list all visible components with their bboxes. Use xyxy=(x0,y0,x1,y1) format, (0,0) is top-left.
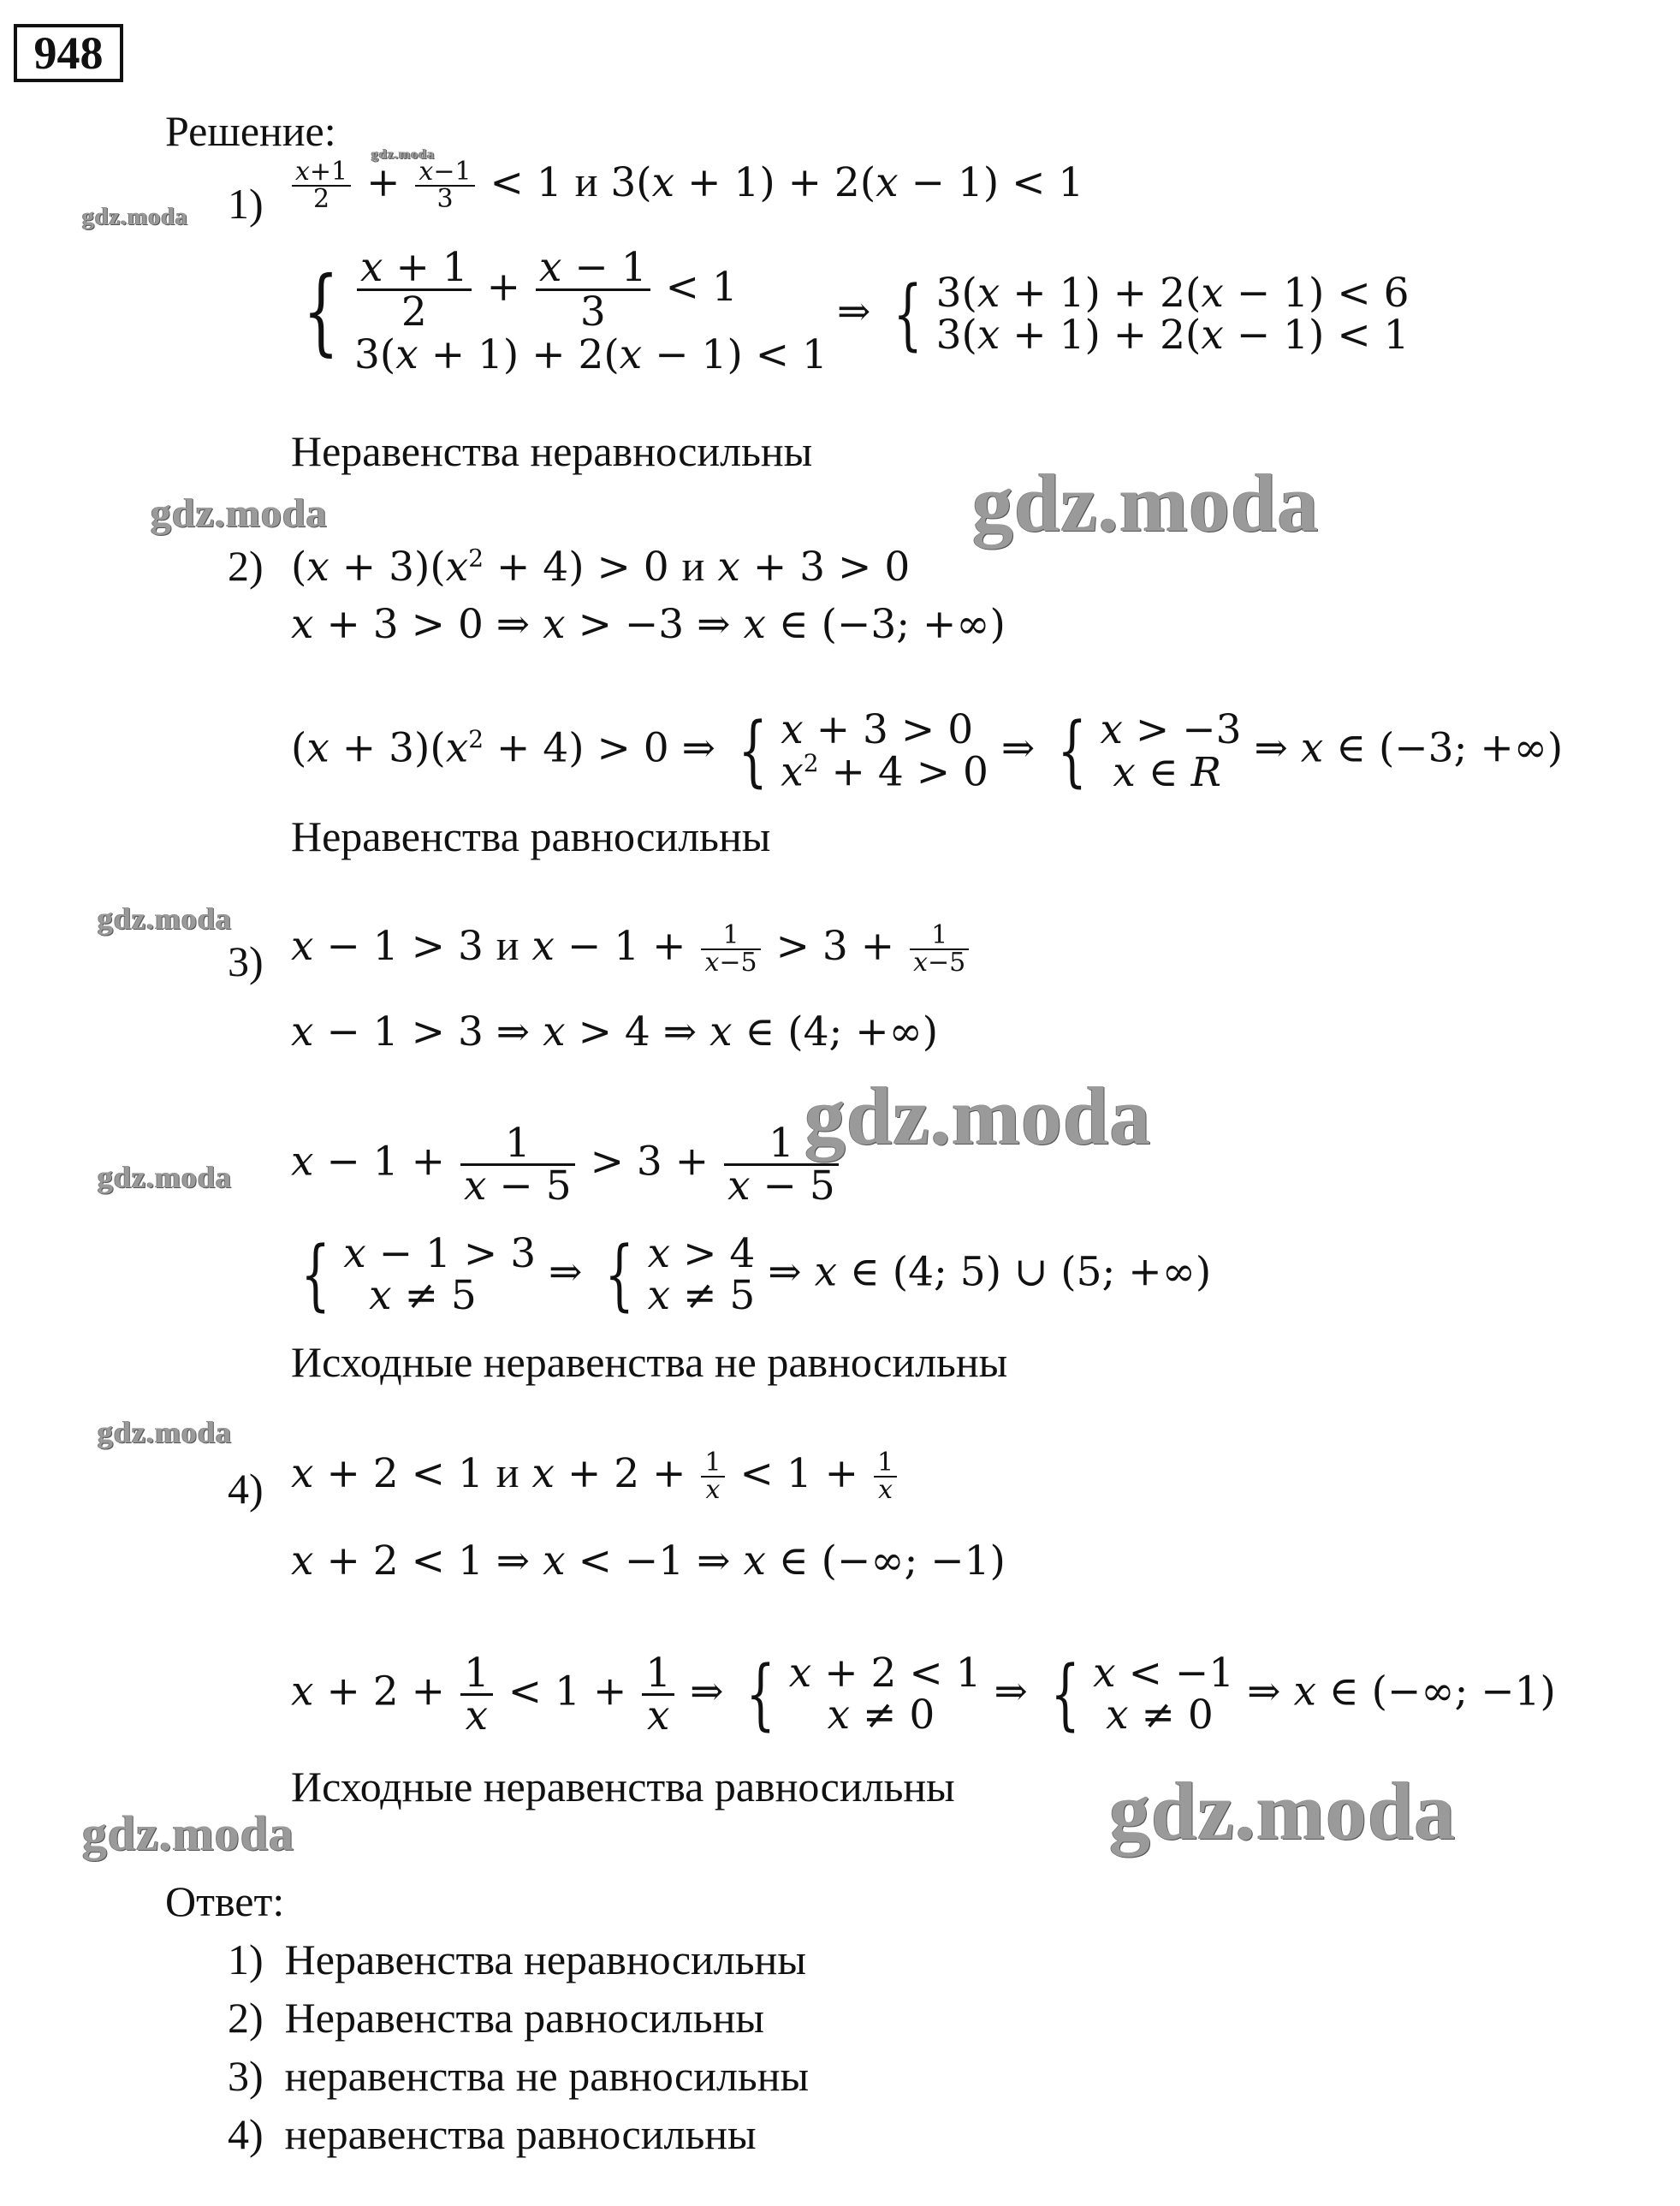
answer-2-text: Неравенства равносильны xyxy=(284,1994,764,2042)
problem-number: 948 xyxy=(14,24,123,82)
watermark-tiny: gdz.moda xyxy=(371,147,436,162)
watermark-medium-1: gdz.moda xyxy=(151,491,328,536)
watermark-medium-2: gdz.moda xyxy=(82,1805,295,1861)
part4-statement: x + 2 < 1 и x + 2 + $\frac{1}{x}$ < 1 + $\frac{1}{x}$ xyxy=(291,1450,899,1503)
answer-1-num: 1) xyxy=(228,1935,264,1983)
part4-line2: x + 2 < 1 ⇒ x < −1 ⇒ x ∈ (−∞; −1) xyxy=(291,1537,1006,1585)
answer-4 xyxy=(228,2110,757,2158)
watermark-large-3: gdz.moda xyxy=(1109,1765,1457,1857)
part4-conj: и xyxy=(496,1448,519,1496)
watermark-small-2: gdz.moda xyxy=(98,901,233,936)
part4-number: 4) xyxy=(228,1465,264,1513)
solution-label: Решение: xyxy=(165,107,336,155)
part3-number: 3) xyxy=(228,937,264,985)
watermark-small-1: gdz.moda xyxy=(82,204,188,230)
part2-number: 2) xyxy=(228,542,264,590)
part2-conclusion: Неравенства равносильны xyxy=(291,812,771,860)
part3-statement: x − 1 > 3 и x − 1 + $\frac{1}{x-5}$ > 3 + $\frac{1}{x-5}$ xyxy=(291,923,971,976)
part1-number: 1) xyxy=(228,180,264,228)
answer-3-text: неравенства не равносильны xyxy=(284,2052,810,2100)
part3-line2: x − 1 > 3 ⇒ x > 4 ⇒ x ∈ (4; +∞) xyxy=(291,1008,939,1055)
part2-line3: $(x + 3)(x^2 + 4) > 0$ ⇒ { x + 3 > 0 $x^2 + 4 > 0$ ⇒ { x > −3 x ∈ R ⇒ x ∈ (−3; +∞) xyxy=(291,706,1564,797)
part3-line4: { x − 1 > 3 x ≠ 5 ⇒ { x > 4 x ≠ 5 ⇒ x ∈ (4; 5) ∪ (5; +∞) xyxy=(300,1229,1212,1320)
answer-3-num: 3) xyxy=(228,2052,264,2100)
part1-system-left: { $\frac{x + 1}{2}$ + $\frac{x - 1}{3}$ < 1 3(x + 1) + 2(x − 1) < 1 xyxy=(303,244,828,378)
part3-conclusion: Исходные неравенства не равносильны xyxy=(291,1338,1008,1386)
answer-label: Ответ: xyxy=(165,1877,285,1925)
answer-2-num: 2) xyxy=(228,1994,264,2042)
part2-statement: $(x + 3)(x^2 + 4) > 0$ и x + 3 > 0 xyxy=(291,542,911,591)
answer-1-text: Неравенства неравносильны xyxy=(284,1935,806,1983)
part1-statement: $\frac{x+1}{2}$ + $\frac{x-1}{3}$ < 1 и 3(x + 1) + 2(x − 1) < 1 xyxy=(289,159,1083,212)
watermark-small-3: gdz.moda xyxy=(98,1160,233,1194)
part4-line3: x + 2 + $\frac{1}{x}$ < 1 + $\frac{1}{x}$ ⇒ { x + 2 < 1 x ≠ 0 ⇒ { x < −1 x ≠ 0 ⇒ x ∈ (−∞; −1) xyxy=(291,1649,1556,1739)
part3-line3: x − 1 + $\frac{1}{x - 5}$ > 3 + $\frac{1}{x - 5}$ xyxy=(291,1123,841,1206)
answer-2 xyxy=(228,1994,764,2042)
part2-line2: x + 3 > 0 ⇒ x > −3 ⇒ x ∈ (−3; +∞) xyxy=(291,601,1006,648)
part1-conj: и xyxy=(574,158,598,205)
part4-conclusion: Исходные неравенства равносильны xyxy=(291,1763,955,1811)
watermark-large-2: gdz.moda xyxy=(804,1070,1152,1162)
part3-conj: и xyxy=(496,921,519,969)
part1-conclusion: Неравенства неравносильны xyxy=(291,427,813,475)
part2-conj: и xyxy=(681,542,705,590)
watermark-small-4: gdz.moda xyxy=(98,1415,233,1449)
part1-system-right: ⇒ { 3(x + 1) + 2(x − 1) < 6 3(x + 1) + 2(x − 1) < 1 xyxy=(837,269,1410,360)
answer-4-text: неравенства равносильны xyxy=(284,2110,757,2158)
answer-4-num: 4) xyxy=(228,2110,264,2158)
watermark-large-1: gdz.moda xyxy=(972,457,1320,549)
answer-1 xyxy=(228,1935,806,1983)
answer-3 xyxy=(228,2052,810,2100)
